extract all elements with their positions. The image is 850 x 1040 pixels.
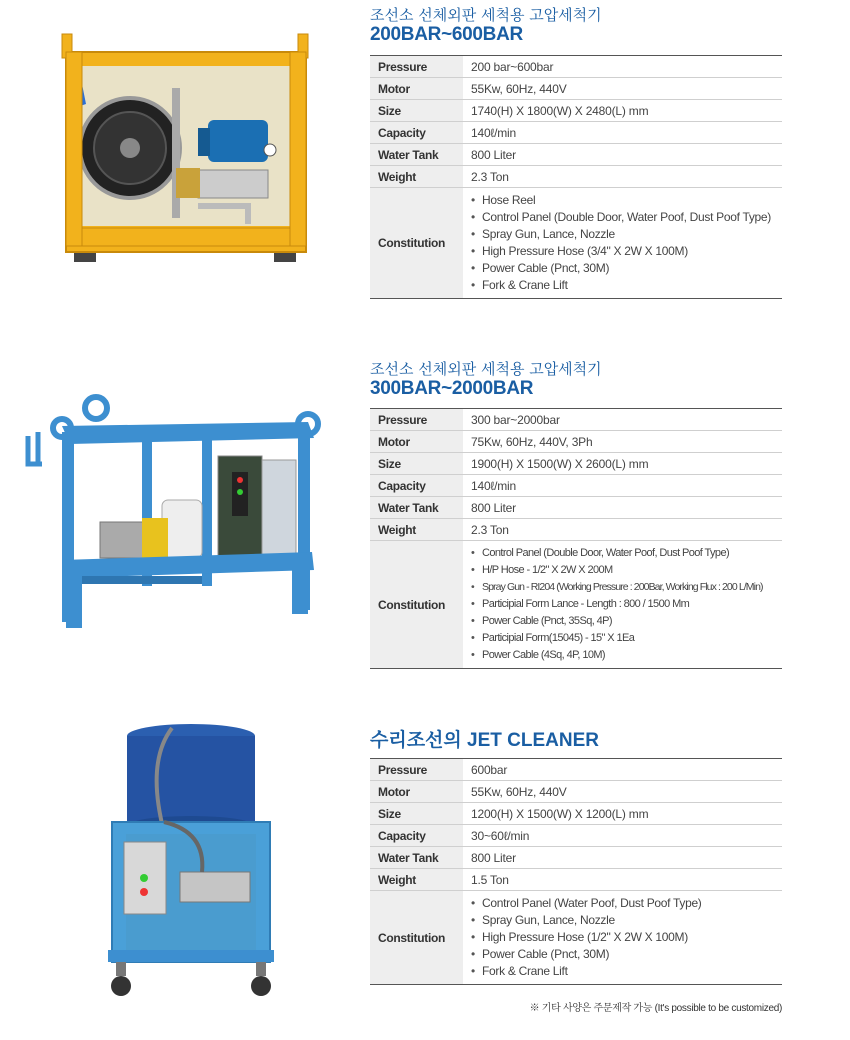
spec-row (370, 431, 782, 453)
list-item: • Control Panel (Double Door, Water Poof, Dust Poof Type) (471, 545, 774, 562)
list-item: • Hose Reel (471, 192, 774, 209)
spec-label: Water Tank (370, 144, 463, 166)
spec-label: Motor (370, 78, 463, 100)
list-item: • High Pressure Hose (1/2" X 2W X 100M) (471, 929, 774, 946)
spec-row (370, 869, 782, 891)
product-2-spec-table (370, 408, 782, 669)
constitution-list-cell (463, 891, 782, 985)
list-item: • Power Cable (4Sq, 4P, 10M) (471, 647, 774, 664)
spec-row (370, 100, 782, 122)
spec-row (370, 166, 782, 188)
spec-value: 300 bar~2000bar (463, 409, 782, 431)
constitution-row (370, 188, 782, 299)
spec-row (370, 759, 782, 781)
constitution-list (471, 891, 774, 984)
spec-label: Water Tank (370, 847, 463, 869)
list-item: • H/P Hose - 1/2" X 2W X 200M (471, 562, 774, 579)
constitution-label: Constitution (370, 891, 463, 985)
spec-label: Size (370, 100, 463, 122)
spec-value: 1740(H) X 1800(W) X 2480(L) mm (463, 100, 782, 122)
spec-value: 800 Liter (463, 144, 782, 166)
spec-value: 600bar (463, 759, 782, 781)
spec-row (370, 409, 782, 431)
spec-label: Weight (370, 869, 463, 891)
product-3-image (106, 722, 276, 1002)
product-2-title: 300BAR~2000BAR (370, 378, 534, 399)
spec-value: 55Kw, 60Hz, 440V (463, 78, 782, 100)
spec-value: 1900(H) X 1500(W) X 2600(L) mm (463, 453, 782, 475)
spec-value: 800 Liter (463, 497, 782, 519)
spec-label: Pressure (370, 56, 463, 78)
spec-value: 800 Liter (463, 847, 782, 869)
blue-washer-icon (22, 392, 322, 632)
product-1-spec-table (370, 55, 782, 299)
spec-label: Pressure (370, 759, 463, 781)
product-2-subtitle: 조선소 선체외판 세척용 고압세척기 (370, 360, 602, 378)
constitution-list (471, 188, 774, 298)
yellow-washer-icon (48, 28, 318, 268)
spec-row (370, 144, 782, 166)
spec-label: Water Tank (370, 497, 463, 519)
spec-label: Capacity (370, 825, 463, 847)
spec-label: Weight (370, 519, 463, 541)
spec-label: Motor (370, 431, 463, 453)
list-item: • Spray Gun, Lance, Nozzle (471, 226, 774, 243)
spec-label: Motor (370, 781, 463, 803)
constitution-label: Constitution (370, 188, 463, 299)
product-1-title: 200BAR~600BAR (370, 24, 523, 45)
spec-row (370, 56, 782, 78)
spec-value: 30~60ℓ/min (463, 825, 782, 847)
product-3-info (370, 730, 782, 985)
constitution-row (370, 541, 782, 669)
jet-cleaner-icon (106, 722, 276, 1002)
list-item: • Control Panel (Double Door, Water Poof, Dust Poof Type) (471, 209, 774, 226)
spec-value: 1.5 Ton (463, 869, 782, 891)
spec-row (370, 847, 782, 869)
product-1-subtitle: 조선소 선체외판 세척용 고압세척기 (370, 6, 602, 24)
constitution-list-cell (463, 541, 782, 669)
spec-label: Size (370, 453, 463, 475)
list-item: • Fork & Crane Lift (471, 963, 774, 980)
list-item: • Control Panel (Water Poof, Dust Poof Type) (471, 895, 774, 912)
spec-value: 140ℓ/min (463, 475, 782, 497)
spec-value: 55Kw, 60Hz, 440V (463, 781, 782, 803)
list-item: • Participial Form(15045) - 15" X 1Ea (471, 630, 774, 647)
spec-value: 140ℓ/min (463, 122, 782, 144)
spec-row (370, 122, 782, 144)
spec-label: Weight (370, 166, 463, 188)
product-3-spec-table (370, 758, 782, 985)
product-2-image (22, 392, 322, 632)
spec-label: Capacity (370, 122, 463, 144)
spec-label: Capacity (370, 475, 463, 497)
product-3-title: 수리조선의 JET CLEANER (370, 730, 600, 751)
spec-row (370, 78, 782, 100)
spec-label: Size (370, 803, 463, 825)
spec-row (370, 519, 782, 541)
spec-row (370, 497, 782, 519)
constitution-label: Constitution (370, 541, 463, 669)
list-item: • Power Cable (Pnct, 30M) (471, 946, 774, 963)
spec-value: 75Kw, 60Hz, 440V, 3Ph (463, 431, 782, 453)
list-item: • Power Cable (Pnct, 30M) (471, 260, 774, 277)
list-item: • Power Cable (Pnct, 35Sq, 4P) (471, 613, 774, 630)
spec-value: 2.3 Ton (463, 519, 782, 541)
constitution-row (370, 891, 782, 985)
spec-label: Pressure (370, 409, 463, 431)
spec-value: 2.3 Ton (463, 166, 782, 188)
constitution-list-cell (463, 188, 782, 299)
spec-value: 200 bar~600bar (463, 56, 782, 78)
customization-note: ※ 기타 사양은 주문제작 가능 (It's possible to be customized) (529, 1003, 782, 1014)
list-item: • Participial Form Lance - Length : 800 / 1500 Mm (471, 596, 774, 613)
spec-row (370, 803, 782, 825)
list-item: • Fork & Crane Lift (471, 277, 774, 294)
spec-row (370, 453, 782, 475)
product-2-info (370, 360, 782, 669)
product-1-info (370, 6, 782, 299)
list-item: • Spray Gun - RI204 (Working Pressure : 200Bar, Working Flux : 200 L/Min) (471, 579, 774, 596)
spec-value: 1200(H) X 1500(W) X 1200(L) mm (463, 803, 782, 825)
list-item: • Spray Gun, Lance, Nozzle (471, 912, 774, 929)
product-1-image (48, 28, 318, 268)
spec-row (370, 825, 782, 847)
constitution-list (471, 541, 774, 668)
spec-row (370, 781, 782, 803)
list-item: • High Pressure Hose (3/4" X 2W X 100M) (471, 243, 774, 260)
spec-row (370, 475, 782, 497)
